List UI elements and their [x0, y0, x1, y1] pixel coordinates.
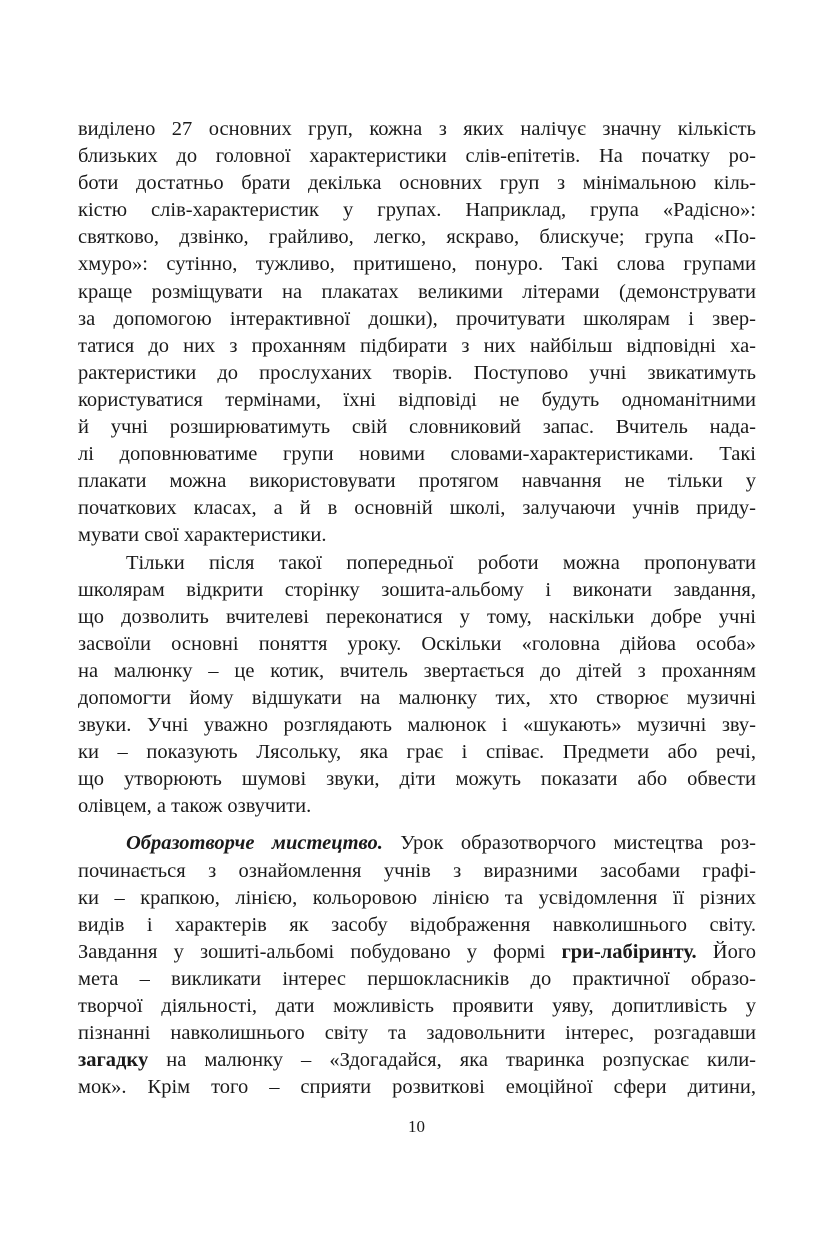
text-line: плакати можна використовувати протягом навчання не тільки у	[78, 470, 756, 493]
text-fragment: Його	[696, 940, 756, 963]
text-line: починається з ознайомлення учнів з виразними засобами графі-	[78, 859, 756, 882]
text-line: засвоїли основні поняття уроку. Оскільки «головна дійова особа»	[78, 632, 756, 655]
text-line: творчої діяльності, дати можливість проявити уяву, допитливість у	[78, 995, 756, 1017]
text-line	[78, 939, 756, 966]
text-line: Тільки після такої попередньої роботи можна пропонувати	[126, 551, 756, 574]
text-line: за допомогою інтерактивної дошки), прочитувати школярам і звер-	[78, 307, 756, 330]
text-line: користуватися термінами, їхні відповіді не будуть одноманітними	[78, 388, 756, 411]
text-line: олівцем, а також озвучити.	[78, 795, 312, 818]
bold-term: загадку	[78, 1049, 149, 1072]
text-line: виділено 27 основних груп, кожна з яких налічує значну кількість	[78, 118, 756, 140]
page-number: 10	[408, 1117, 425, 1136]
text-line: допомогти йому відшукати на малюнку тих, хто створює музичні	[78, 686, 756, 709]
text-line: боти достатньо брати декілька основних груп з мінімальною кіль-	[78, 172, 756, 195]
paragraph-1	[78, 116, 756, 550]
text-line: ки – показують Лясольку, яка грає і співає. Предмети або речі,	[78, 741, 756, 764]
paragraph-3	[78, 830, 756, 1101]
text-line: видів і характерів як засобу відображення навколишнього світу.	[78, 913, 756, 936]
bold-term: гри-лабіринту.	[561, 940, 697, 963]
text-fragment: на малюнку – «Здогадайся, яка тваринка розпускає кили-	[148, 1049, 756, 1072]
text-line: що дозволить вчителеві переконатися у тому, наскільки добре учні	[78, 605, 756, 628]
text-line: краще розміщувати на плакатах великими літерами (демонструвати	[78, 280, 756, 303]
text-line: святково, дзвінко, грайливо, легко, яскраво, блискуче; група «По-	[78, 226, 756, 249]
text-line: звуки. Учні уважно розглядають малюнок і «шукають» музичні зву-	[78, 714, 756, 737]
text-fragment: Завдання у зошиті-альбомі побудовано у формі	[78, 940, 562, 963]
text-fragment: Урок образотворчого мистецтва роз-	[382, 832, 756, 855]
text-line: школярам відкрити сторінку зошита-альбому і виконати завдання,	[78, 578, 756, 601]
text-line: початкових класах, а й в основній школі, залучаючи учнів приду-	[78, 497, 756, 520]
text-line: ки – крапкою, лінією, кольоровою лінією та усвідомлення її різних	[78, 886, 756, 909]
text-line	[78, 830, 756, 857]
text-line: на малюнку – це котик, вчитель звертається до дітей з проханням	[78, 659, 756, 682]
text-line: рактеристики до прослуханих творів. Поступово учні звикатимуть	[78, 361, 756, 384]
text-line	[78, 1047, 756, 1074]
section-heading: Образотворче мистецтво.	[126, 832, 383, 855]
text-line: що утворюють шумові звуки, діти можуть показати або обвести	[78, 768, 756, 791]
text-line: кістю слів-характеристик у групах. Наприклад, група «Радісно»:	[78, 199, 756, 222]
text-line: мувати свої характеристики.	[78, 524, 327, 547]
text-line: татися до них з проханням підбирати з них найбільш відповідні ха-	[78, 334, 756, 357]
text-line: мета – викликати інтерес першокласників до практичної образо-	[78, 967, 756, 990]
text-line: пізнанні навколишнього світу та задовольнити інтерес, розгадавши	[78, 1022, 756, 1045]
body-text	[78, 116, 756, 1101]
text-line: хмуро»: сутінно, тужливо, притишено, понуро. Такі слова групами	[78, 253, 756, 276]
text-line: й учні розширюватимуть свій словниковий запас. Вчитель нада-	[78, 416, 756, 439]
text-line: лі доповнюватиме групи новими словами-характеристиками. Такі	[78, 443, 756, 466]
paragraph-2	[78, 550, 756, 821]
text-line: мок». Крім того – сприяти розвиткові емоційної сфери дитини,	[78, 1076, 756, 1099]
paragraph-spacer	[78, 820, 756, 830]
text-line: близьких до головної характеристики слів-епітетів. На початку ро-	[78, 145, 756, 168]
